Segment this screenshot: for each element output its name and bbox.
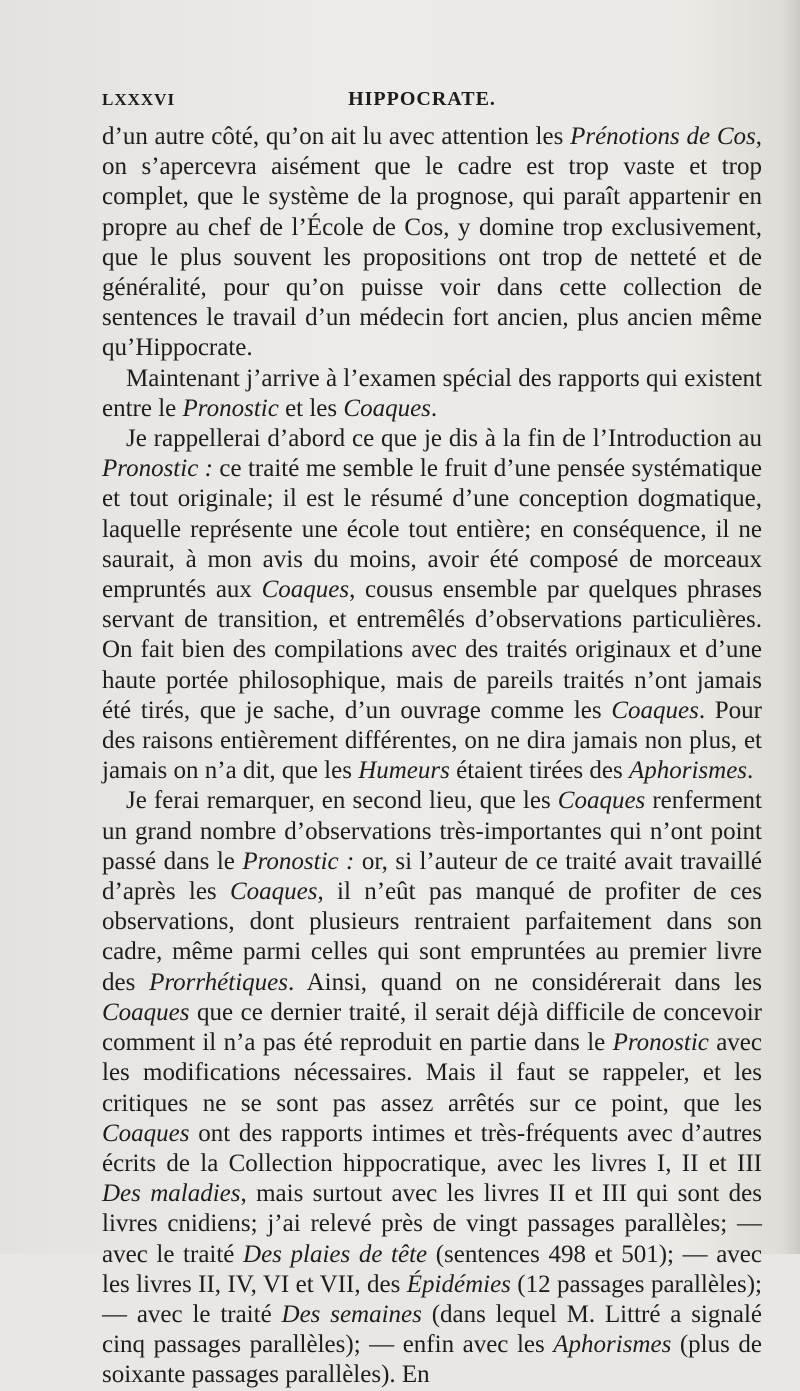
text-run: . bbox=[430, 394, 438, 422]
text-run: étaient tirées des bbox=[449, 757, 629, 785]
text-run: , cousus ensemble par quelques phrases servant de transition, et entremêlés d’observations particulières. On fait bien des compilations avec des traités originaux et d’une haute portée philosophique, mais de pareils traités n’ont jamais été tirés, que je sache, d’un ouvrage comme les bbox=[102, 576, 763, 724]
italic-title-text: Des maladies bbox=[102, 1180, 241, 1208]
text-run: Je ferai remarquer, en second lieu, que les bbox=[126, 787, 558, 815]
italic-title-text: Pronostic : bbox=[102, 455, 214, 483]
text-run: ce traité me semble le fruit d’une pensée systématique et tout originale; il est le résumé d’une conception dogmatique, laquelle représente une école tout entière; en conséquence, il ne saurait, à mon avis du moins, avoir été composé de morceaux empruntés aux bbox=[102, 455, 762, 604]
italic-title-text: Prénotions de Cos bbox=[570, 123, 756, 150]
text-run: . bbox=[747, 757, 754, 785]
italic-title-text: Coaques bbox=[611, 696, 699, 724]
italic-title-text: Coaques bbox=[102, 1119, 190, 1147]
text-run: , mais surtout avec les livres II et III qui sont des livres cnidiens; j’ai relevé près de vingt passages parallèles; — avec le traité bbox=[102, 1180, 762, 1268]
italic-title-text: Pronostic bbox=[182, 394, 279, 422]
text-run: or, si l’auteur de ce traité avait travaillé d’après les bbox=[102, 847, 762, 906]
italic-title-text: Coaques bbox=[557, 787, 646, 815]
text-run: d’un autre côté, qu’on ait lu avec attention les bbox=[102, 123, 571, 150]
paragraph-3 bbox=[102, 424, 762, 786]
italic-title-text: Des plaies de tête bbox=[243, 1240, 428, 1268]
italic-title-text: Coaques bbox=[343, 394, 431, 422]
paragraph-4 bbox=[102, 786, 762, 1390]
paragraph-1 bbox=[102, 122, 762, 364]
text-run: (plus de soixante passages parallèles). En bbox=[102, 1331, 762, 1389]
italic-title-text: Épidémies bbox=[406, 1270, 511, 1298]
running-header bbox=[102, 82, 742, 118]
text-run: Maintenant j’arrive à l’examen spécial des rapports qui existent entre le bbox=[102, 364, 762, 422]
text-run: que ce dernier traité, il serait déjà difficile de concevoir comment il n’a pas été reproduit en partie dans le bbox=[102, 998, 762, 1057]
text-run: (sentences 498 et 501); — avec les livres II, IV, VI et VII, des bbox=[102, 1240, 762, 1298]
text-run: , on s’apercevra aisément que le cadre est trop vaste et trop complet, que le système de la prognose, qui paraît appartenir en propre au chef de l’École de Cos, y domine trop exclusivement, que le plus souvent les propositions ont trop de netteté et de généralité, pour qu’on puisse voir dans cette collection de sentences le travail d’un médecin fort ancien, plus ancien même qu’Hippocrate. bbox=[102, 123, 762, 362]
italic-title-text: Coaques bbox=[102, 998, 190, 1026]
italic-title-text: Des semaines bbox=[281, 1300, 422, 1328]
text-run: renferment un grand nombre d’observations très-importantes qui n’ont point passé dans le bbox=[102, 787, 762, 875]
paragraph-2 bbox=[102, 364, 762, 424]
italic-title-text: Humeurs bbox=[358, 757, 450, 785]
italic-title-text: Coaques bbox=[261, 576, 350, 604]
text-run: (12 passages parallèles); — avec le traité bbox=[102, 1270, 762, 1328]
text-run: . Pour des raisons entièrement différentes, on ne dira jamais non plus, et jamais on n’a dit, que les bbox=[102, 696, 762, 785]
text-run: , il n’eût pas manqué de profiter de ces observations, dont plusieurs rentraient parfaitement dans son cadre, même parmi celles qui sont empruntées au premier livre des bbox=[102, 878, 762, 996]
text-run: . Ainsi, quand on ne considérerait dans les bbox=[288, 968, 763, 996]
body-text bbox=[102, 122, 762, 1391]
italic-title-text: Aphorismes bbox=[628, 757, 748, 785]
italic-title-text: Prorrhétiques bbox=[149, 968, 288, 996]
text-run: ont des rapports intimes et très-fréquents avec d’autres écrits de la Collection hippocratique, avec les livres I, II et III bbox=[102, 1119, 762, 1177]
text-run: Je rappellerai d’abord ce que je dis à la fin de l’Introduction au bbox=[126, 425, 762, 453]
page-number: LXXXVI bbox=[102, 90, 176, 109]
italic-title-text: Pronostic : bbox=[242, 847, 355, 875]
running-title: HIPPOCRATE. bbox=[348, 88, 496, 110]
text-run: (dans lequel M. Littré a signalé cinq passages parallèles); — enfin avec les bbox=[102, 1300, 763, 1359]
text-run: avec les modifications nécessaires. Mais il faut se rappeler, et les critiques ne se sont pas assez arrêtés sur ce point, que les bbox=[102, 1029, 762, 1117]
italic-title-text: Aphorismes bbox=[553, 1331, 672, 1359]
italic-title-text: Pronostic bbox=[612, 1029, 709, 1057]
italic-title-text: Coaques bbox=[229, 878, 318, 906]
page-gutter-shadow bbox=[782, 0, 800, 1254]
text-run: et les bbox=[278, 394, 344, 422]
